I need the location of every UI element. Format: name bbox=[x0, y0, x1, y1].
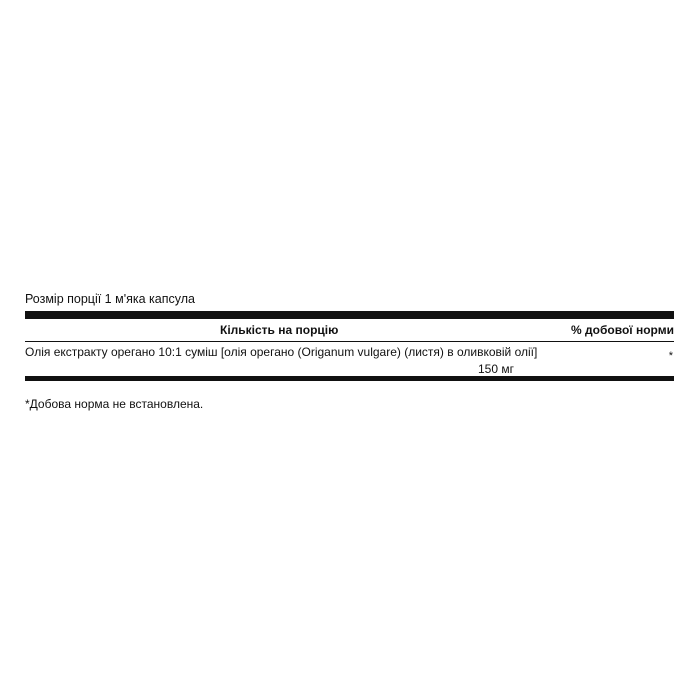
amount-per-serving-heading: Кількість на порцію bbox=[220, 323, 339, 337]
footnote: *Добова норма не встановлена. bbox=[25, 397, 204, 411]
ingredient-daily-value: * bbox=[668, 350, 673, 362]
table-header bbox=[25, 319, 674, 341]
table-row bbox=[25, 342, 674, 376]
supplement-facts-panel bbox=[25, 291, 674, 411]
top-thick-divider bbox=[25, 311, 674, 319]
ingredient-amount: 150 мг bbox=[478, 362, 514, 376]
serving-size: Розмір порції 1 м'яка капсула bbox=[25, 292, 195, 306]
daily-value-heading: % добової норми bbox=[571, 323, 674, 337]
ingredient-name: Олія екстракту орегано 10:1 суміш [олія орегано (Origanum vulgare) (листя) в оливковій олії] bbox=[25, 345, 538, 359]
bottom-thick-divider bbox=[25, 376, 674, 381]
